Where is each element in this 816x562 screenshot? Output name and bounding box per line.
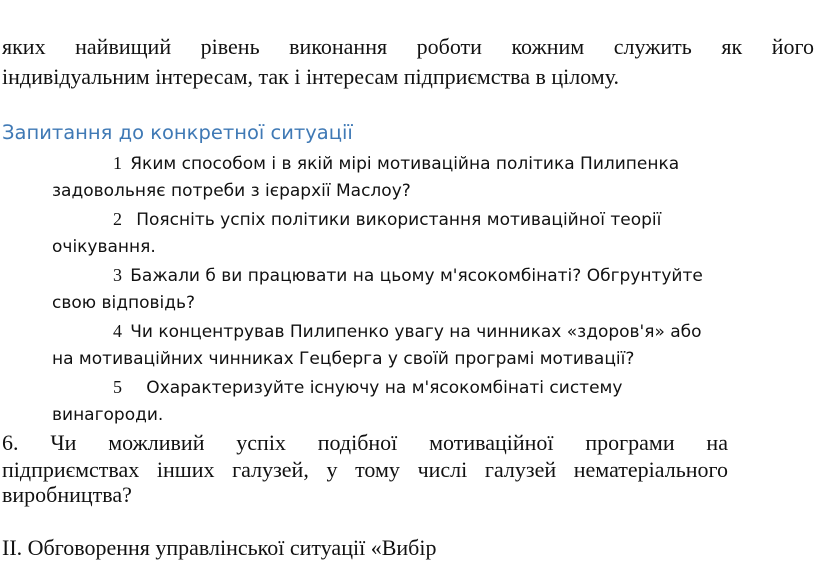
question-5-continuation: винагороди. (52, 405, 164, 425)
intro-word: його (771, 34, 814, 59)
question-2-continuation: очікування. (52, 237, 156, 257)
question-number: 2 (113, 209, 122, 229)
question-6-word: успіх (236, 430, 286, 455)
question-2 (113, 209, 661, 230)
question-6-word: підприємствах (2, 457, 140, 482)
question-6-word: 6. (2, 430, 19, 455)
question-number: 4 (113, 321, 122, 341)
section-heading: Запитання до конкретної ситуації (2, 121, 353, 144)
intro-word: найвищий (75, 34, 172, 59)
question-3 (113, 265, 703, 286)
question-1-continuation: задовольняє потреби з ієрархії Маслоу? (52, 181, 411, 201)
question-6-word: галузей (484, 457, 557, 482)
question-5 (113, 377, 622, 398)
part-2-heading: ІІ. Обговорення управлінської ситуації «Вибір (2, 535, 437, 560)
intro-line-1 (2, 34, 814, 60)
question-6-word: Чи (50, 430, 77, 455)
question-number: 5 (113, 377, 122, 397)
question-6-line-2 (2, 457, 728, 483)
question-text: Яким способом і в якій мірі мотиваційна політика Пилипенка (130, 154, 680, 174)
question-text: Охарактеризуйте існуючу на м'ясокомбінаті систему (146, 378, 623, 398)
question-text: Бажали б ви працювати на цьому м'ясокомбінаті? Обгрунтуйте (130, 266, 703, 286)
question-6-word: інших (156, 457, 215, 482)
question-4 (113, 321, 702, 342)
intro-line-2: індивідуальним інтересам, так і інтересам підприємства в цілому. (2, 64, 620, 89)
question-6-line-1 (2, 430, 728, 456)
intro-word: кожним (511, 34, 585, 59)
question-1 (113, 153, 679, 174)
question-6-line-3: виробництва? (2, 482, 132, 507)
intro-word: яких (2, 34, 46, 59)
question-6-word: можливий (108, 430, 205, 455)
question-6-word: програми (585, 430, 675, 455)
question-number: 1 (113, 153, 122, 173)
question-6-word: тому (355, 457, 400, 482)
intro-word: роботи (416, 34, 482, 59)
question-4-continuation: на мотиваційних чинниках Гецберга у своїй програмі мотивації? (52, 349, 635, 369)
intro-word: служить (613, 34, 692, 59)
question-number: 3 (113, 265, 122, 285)
intro-word: рівень (200, 34, 260, 59)
question-6-word: галузей, (232, 457, 309, 482)
question-6-word: числі (417, 457, 468, 482)
question-text: Чи концентрував Пилипенко увагу на чинниках «здоров'я» або (130, 322, 702, 342)
intro-word: як (721, 34, 743, 59)
question-text: Поясніть успіх політики використання мотиваційної теорії (136, 210, 662, 230)
question-6-word: у (326, 457, 338, 482)
intro-word: виконання (289, 34, 388, 59)
question-3-continuation: свою відповідь? (52, 293, 196, 313)
question-6-word: подібної (317, 430, 398, 455)
question-6-word: на (706, 430, 728, 455)
question-6-word: мотиваційної (429, 430, 554, 455)
question-6-word: нематеріального (573, 457, 728, 482)
